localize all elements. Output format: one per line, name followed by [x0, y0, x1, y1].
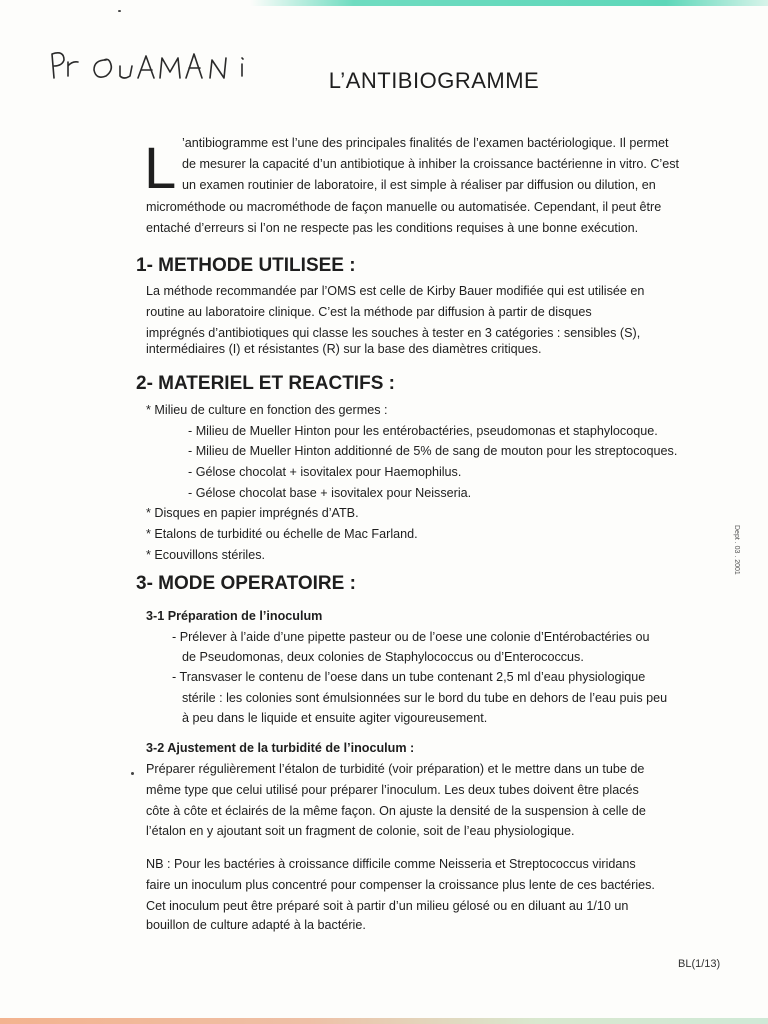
document-title: L’ANTIBIOGRAMME [328, 68, 540, 93]
page-number: BL(1/13) [678, 958, 721, 970]
section-heading-materiel: 2- MATERIEL ET REACTIFS : [136, 373, 395, 394]
side-note: Dept . 03 . 2001 [733, 525, 740, 575]
scan-edge-top [250, 0, 768, 6]
intro-line: entaché d’erreurs si l’on ne respecte pas les conditions requises à une bonne exécution. [146, 221, 639, 235]
intro-line: de mesurer la capacité d’un antibiotique à inhiber la croissance bactérienne in vitro. C’est [182, 157, 680, 171]
scan-speck [131, 772, 134, 775]
paragraph-line: imprégnés d’antibiotiques qui classe les souches à tester en 3 catégories : sensibles (S), [146, 326, 641, 340]
note-line: bouillon de culture adapté à la bactérie. [146, 918, 366, 932]
note-line: faire un inoculum plus concentré pour compenser la croissance plus lente de ces bactéries. [146, 878, 655, 892]
paragraph-line: stérile : les colonies sont émulsionnées sur le bord du tube en dehors de l’eau puis peu [182, 691, 668, 705]
paragraph-line: à peu dans le liquide et ensuite agiter vigoureusement. [182, 711, 488, 725]
paragraph-line: côte à côte et éclairés de la même façon. On ajuste la densité de la suspension à celle de [146, 804, 646, 818]
section-heading-mode-operatoire: 3- MODE OPERATOIRE : [136, 573, 356, 594]
paragraph-line: - Transvaser le contenu de l’oese dans un tube contenant 2,5 ml d’eau physiologique [172, 670, 646, 684]
list-item: - Gélose chocolat base + isovitalex pour Neisseria. [188, 486, 472, 500]
list-item: - Gélose chocolat + isovitalex pour Haemophilus. [188, 465, 462, 479]
paragraph-line: Préparer régulièrement l’étalon de turbidité (voir préparation) et le mettre dans un tube de [146, 762, 645, 776]
list-item: * Ecouvillons stériles. [146, 548, 265, 562]
subsection-title: 3-2 Ajustement de la turbidité de l’inoculum : [146, 741, 415, 755]
scan-speck [118, 10, 121, 12]
intro-line: un examen routinier de laboratoire, il est simple à réaliser par diffusion ou dilution, en [182, 178, 656, 192]
paragraph-line: - Prélever à l’aide d’une pipette pasteur ou de l’oese une colonie d’Entérobactéries ou [172, 630, 650, 644]
note-line: NB : Pour les bactéries à croissance difficile comme Neisseria et Streptococcus viridans [146, 857, 636, 871]
paragraph-line: intermédiaires (I) et résistantes (R) sur la base des diamètres critiques. [146, 342, 542, 356]
paragraph-line: même type que celui utilisé pour préparer l’inoculum. Les deux tubes doivent être placés [146, 783, 639, 797]
list-item: - Milieu de Mueller Hinton pour les entérobactéries, pseudomonas et staphylocoque. [188, 424, 658, 438]
subsection-title: 3-1 Préparation de l’inoculum [146, 609, 323, 623]
section-heading-methode: 1- METHODE UTILISEE : [136, 255, 356, 276]
scan-edge-bottom [0, 1018, 768, 1024]
paragraph-line: de Pseudomonas, deux colonies de Staphylococcus ou d’Enterococcus. [182, 650, 584, 664]
list-item: * Etalons de turbidité ou échelle de Mac Farland. [146, 527, 418, 541]
list-item: * Disques en papier imprégnés d’ATB. [146, 506, 359, 520]
intro-line: microméthode ou macrométhode de façon manuelle ou automatisée. Cependant, il peut être [146, 200, 662, 214]
note-line: Cet inoculum peut être préparé soit à partir d’un milieu gélosé ou en diluant au 1/10 un [146, 899, 629, 913]
intro-line: ’antibiogramme est l’une des principales finalités de l’examen bactériologique. Il permet [182, 136, 669, 150]
list-item: * Milieu de culture en fonction des germes : [146, 403, 388, 417]
list-item: - Milieu de Mueller Hinton additionné de 5% de sang de mouton pour les streptocoques. [188, 444, 678, 458]
paragraph-line: La méthode recommandée par l’OMS est celle de Kirby Bauer modifiée qui est utilisée en [146, 284, 645, 298]
paragraph-line: routine au laboratoire clinique. C’est la méthode par diffusion à partir de disques [146, 305, 592, 319]
paragraph-line: l’étalon en y ajoutant soit un fragment de colonie, soit de l’eau physiologique. [146, 824, 575, 838]
drop-cap: L [144, 136, 177, 201]
